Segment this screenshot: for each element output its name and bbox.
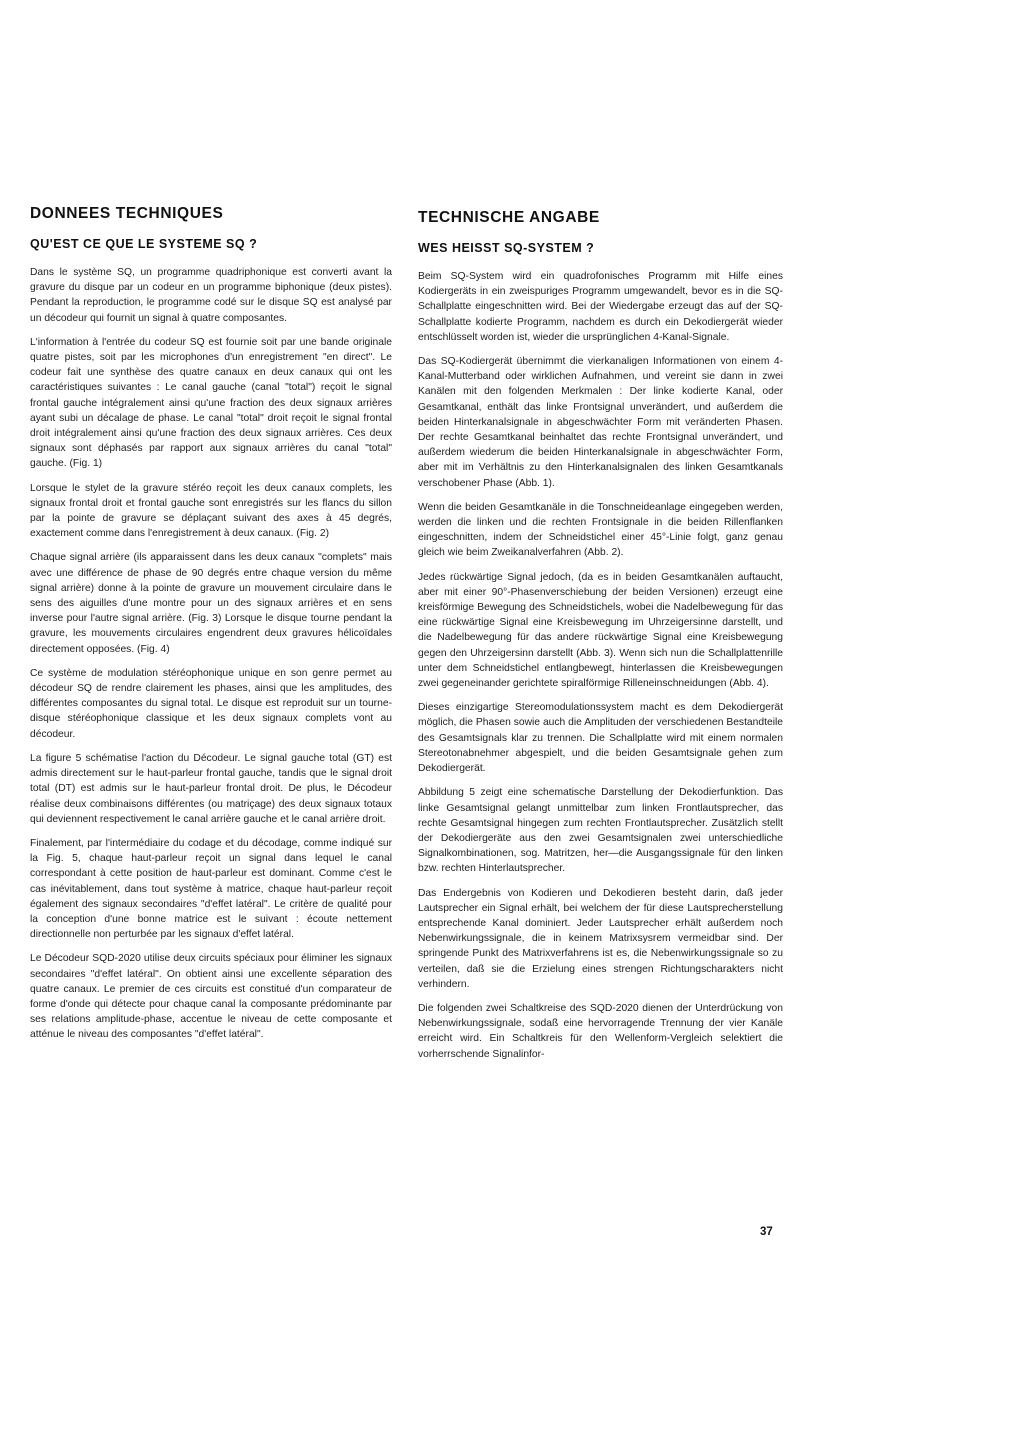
- german-paragraph: Wenn die beiden Gesamtkanäle in die Tonschneideanlage eingegeben werden, werden die linken und die rechten Frontsignale in die beiden Rillenflanken eingeschnitten, indem der Schneidstichel einer 45°-Linie folgt, ganz genau gleich wie beim Zweikanalverfahren (Abb. 2).: [418, 501, 783, 559]
- french-paragraph: Chaque signal arrière (ils apparaissent dans les deux canaux "complets" mais avec une différence de phase de 90 degrés entre chaque version du même signal arrière) donne à la pointe de gravure un mouvement circulaire dans le sens des aiguilles d'une montre pour un des signaux arrières et en sens inverse pour l'autre signal arrière. (Fig. 3) Lorsque le disque tourne pendant la gravure, les mouvements circulaires engendrent deux gravures hélicoïdales directement opposées. (Fig. 4): [30, 552, 392, 655]
- french-paragraph: La figure 5 schématise l'action du Décodeur. Le signal gauche total (GT) est admis directement sur le haut-parleur frontal gauche, tandis que le signal droit total (DT) est admis sur le haut-parleur frontal droit. De plus, le Décodeur réalise deux combinaisons différentes (ou matriçage) des deux signaux totaux qui deviennent respectivement le canal arrière gauche et le canal arrière droit.: [30, 752, 392, 825]
- french-column: [30, 205, 392, 1052]
- french-paragraph: Ce système de modulation stéréophonique unique en son genre permet au décodeur SQ de rendre clairement les phases, ainsi que les amplitudes, des différentes composantes du signal total. Le disque est reproduit sur un tourne-disque stéréophonique classique et les deux signaux complets vont au décodeur.: [30, 667, 392, 740]
- german-paragraph: Abbildung 5 zeigt eine schematische Darstellung der Dekodierfunktion. Das linke Gesamtsignal gelangt unmittelbar zum linken Frontlautsprecher, das rechte Gesamtsignal hingegen zum rechten Frontlautsprecher. Zusätzlich stellt der Dekodiergeräte aus den zwei Gesamtsignalen zwei unterschiedliche Signalkombinationen, sog. Matritzen, her—die Ausgangssignale für den linken bzw. rechten Hinterlautsprecher.: [418, 787, 783, 875]
- german-subheading: WES HEISST SQ-SYSTEM ?: [418, 241, 595, 255]
- french-subheading: QU'EST CE QUE LE SYSTEME SQ ?: [30, 237, 258, 251]
- german-paragraph: Die folgenden zwei Schaltkreise des SQD-2020 dienen der Unterdrückung von Nebenwirkungssignale, sodaß eine hervorragende Trennung der vier Kanäle erreicht wird. Ein Schaltkreis für den Wellenform-Vergleich selektiert die vorherrschende Signalinfor-: [418, 1002, 783, 1060]
- french-paragraph: Le Décodeur SQD-2020 utilise deux circuits spéciaux pour éliminer les signaux secondaires "d'effet latéral". On obtient ainsi une excellente séparation des quatre canaux. Le premier de ces circuits est constitué d'un comparateur de forme d'onde qui détecte pour chaque canal la composante prédominante par ses relations amplitude-phase, accentue le niveau de cette composante et atténue le niveau des composantes "d'effet latéral".: [30, 953, 392, 1041]
- german-paragraph: Jedes rückwärtige Signal jedoch, (da es in beiden Gesamtkanälen auftaucht, aber mit einer 90°-Phasenverschiebung der beiden Versionen) erzeugt eine kreisförmige Bewegung des Schneidstichels, wobei die Nadelbewegung für das eine rückwärtige Signal eine Kreisbewegung im Uhrzeigersinne darstellt, und die Nadelbewegung für das andere rückwärtige Signal eine Kreisbewegung gegen den Uhrzeigersinn darstellt (Abb. 3). Wenn sich nun die Schallplattenrille unter dem Schneidstichel entlangbewegt, hinterlassen die Kreisbewegungen zwei gegeneinander gerichtete spiralförmige Rilleneinschneidungen (Abb. 4).: [418, 571, 783, 690]
- french-paragraph: Lorsque le stylet de la gravure stéréo reçoit les deux canaux complets, les signaux frontal droit et frontal gauche sont enregistrés sur les flancs du sillon par la pointe de gravure se déplaçant suivant des axes à 45 degrés, exactement comme dans l'enregistrement à deux canaux. (Fig. 2): [30, 482, 392, 540]
- german-paragraph: Das SQ-Kodiergerät übernimmt die vierkanaligen Informationen von einem 4-Kanal-Mutterband oder wirklichen Aufnahmen, und vereint sie dann in zwei Kanälen mit den folgenden Merkmalen : Der linke kodierte Kanal, oder Gesamtkanal, enthält das linke Frontsignal unverändert, und außerdem die beiden Hinterkanalsignale in abgeschwächter Form mit veränderten Phasen. Der rechte Gesamtkanal beinhaltet das rechte Frontsignal unverändert, und außerdem wiederum die beiden Hinterkanalsignale in abgeschwächter Form, aber mit im Verhältnis zu den Hinterkanalsignalen des linken Gesamtkanals verschobener Phase (Abb. 1).: [418, 356, 783, 489]
- german-paragraph: Dieses einzigartige Stereomodulationssystem macht es dem Dekodiergerät möglich, die Phasen sowie auch die Amplituden der verschiedenen Bestandteile des Gesamtsignals klar zu trennen. Die Schallplatte wird mit einem normalen Stereotonabnehmer abgespielt, und die beiden Gesamtsignale gehen zum Dekodiergerät.: [418, 702, 783, 775]
- german-paragraph: Beim SQ-System wird ein quadrofonisches Programm mit Hilfe eines Kodiergeräts in ein zweispuriges Programm umgewandelt, bevor es in die SQ-Schallplatte eingeschnitten wird. Bei der Wiedergabe erzeugt das auf der SQ-Schallplatte kodierte Programm, nachdem es durch ein Dekodiergerät wieder entschlüsselt worden ist, wieder die ursprünglichen 4-Kanal-Signale.: [418, 271, 783, 343]
- french-paragraph: L'information à l'entrée du codeur SQ est fournie soit par une bande originale quatre pistes, soit par les microphones d'un enregistrement "en direct". Le codeur fait une synthèse des quatre canaux en deux canaux qui ont les caractéristiques suivantes : Le canal gauche (canal "total") reçoit le signal frontal gauche intégralement ainsi qu'une fraction des deux signaux arrières ayant subi un décalage de phase. Le canal "total" droit reçoit le signal frontal droit intégralement ainsi qu'une fraction des deux signaux arrières. Ces deux signaux sont déphasés par rapport aux signaux arrières du canal "total" gauche. (Fig. 1): [30, 336, 392, 470]
- german-heading: TECHNISCHE ANGABE: [418, 209, 600, 226]
- french-paragraph: Dans le système SQ, un programme quadriphonique est converti avant la gravure du disque par un codeur en un programme biphonique (deux pistes). Pendant la reproduction, le programme codé sur le disque SQ est analysé par un décodeur qui fournit un signal à quatre composantes.: [30, 267, 392, 324]
- french-heading: DONNEES TECHNIQUES: [30, 205, 224, 222]
- page-number: 37: [760, 1226, 773, 1238]
- german-paragraph: Das Endergebnis von Kodieren und Dekodieren besteht darin, daß jeder Lautsprecher ein Signal erhält, bei welchem der für diese Lautsprecherstellung entsprechende Kanal dominiert. Jeder Lautsprecher erhält außerdem noch Nebenwirkungssignale, die in keinem Matrixsysrem vermeidbar sind. Der springende Punkt des Matrixverfahrens ist es, die Nebenwirkungssignale so zu verteilen, daß sie die Erzielung eines strengen Richtungscharakters nicht verhindern.: [418, 887, 783, 990]
- german-column: [418, 205, 783, 1071]
- french-paragraph: Finalement, par l'intermédiaire du codage et du décodage, comme indiqué sur la Fig. 5, chaque haut-parleur reçoit un signal dans lequel le canal correspondant à cette position de haut-parleur est dominant. Comme c'est le cas inévitablement, dans tout système à matrice, chaque haut-parleur reçoit également des signaux secondaires "d'effet latéral". Le critère de qualité pour la conception d'une bonne matrice est le suivant : écoute nettement directionnelle non perturbée par les signaux d'effet latéral.: [30, 837, 392, 941]
